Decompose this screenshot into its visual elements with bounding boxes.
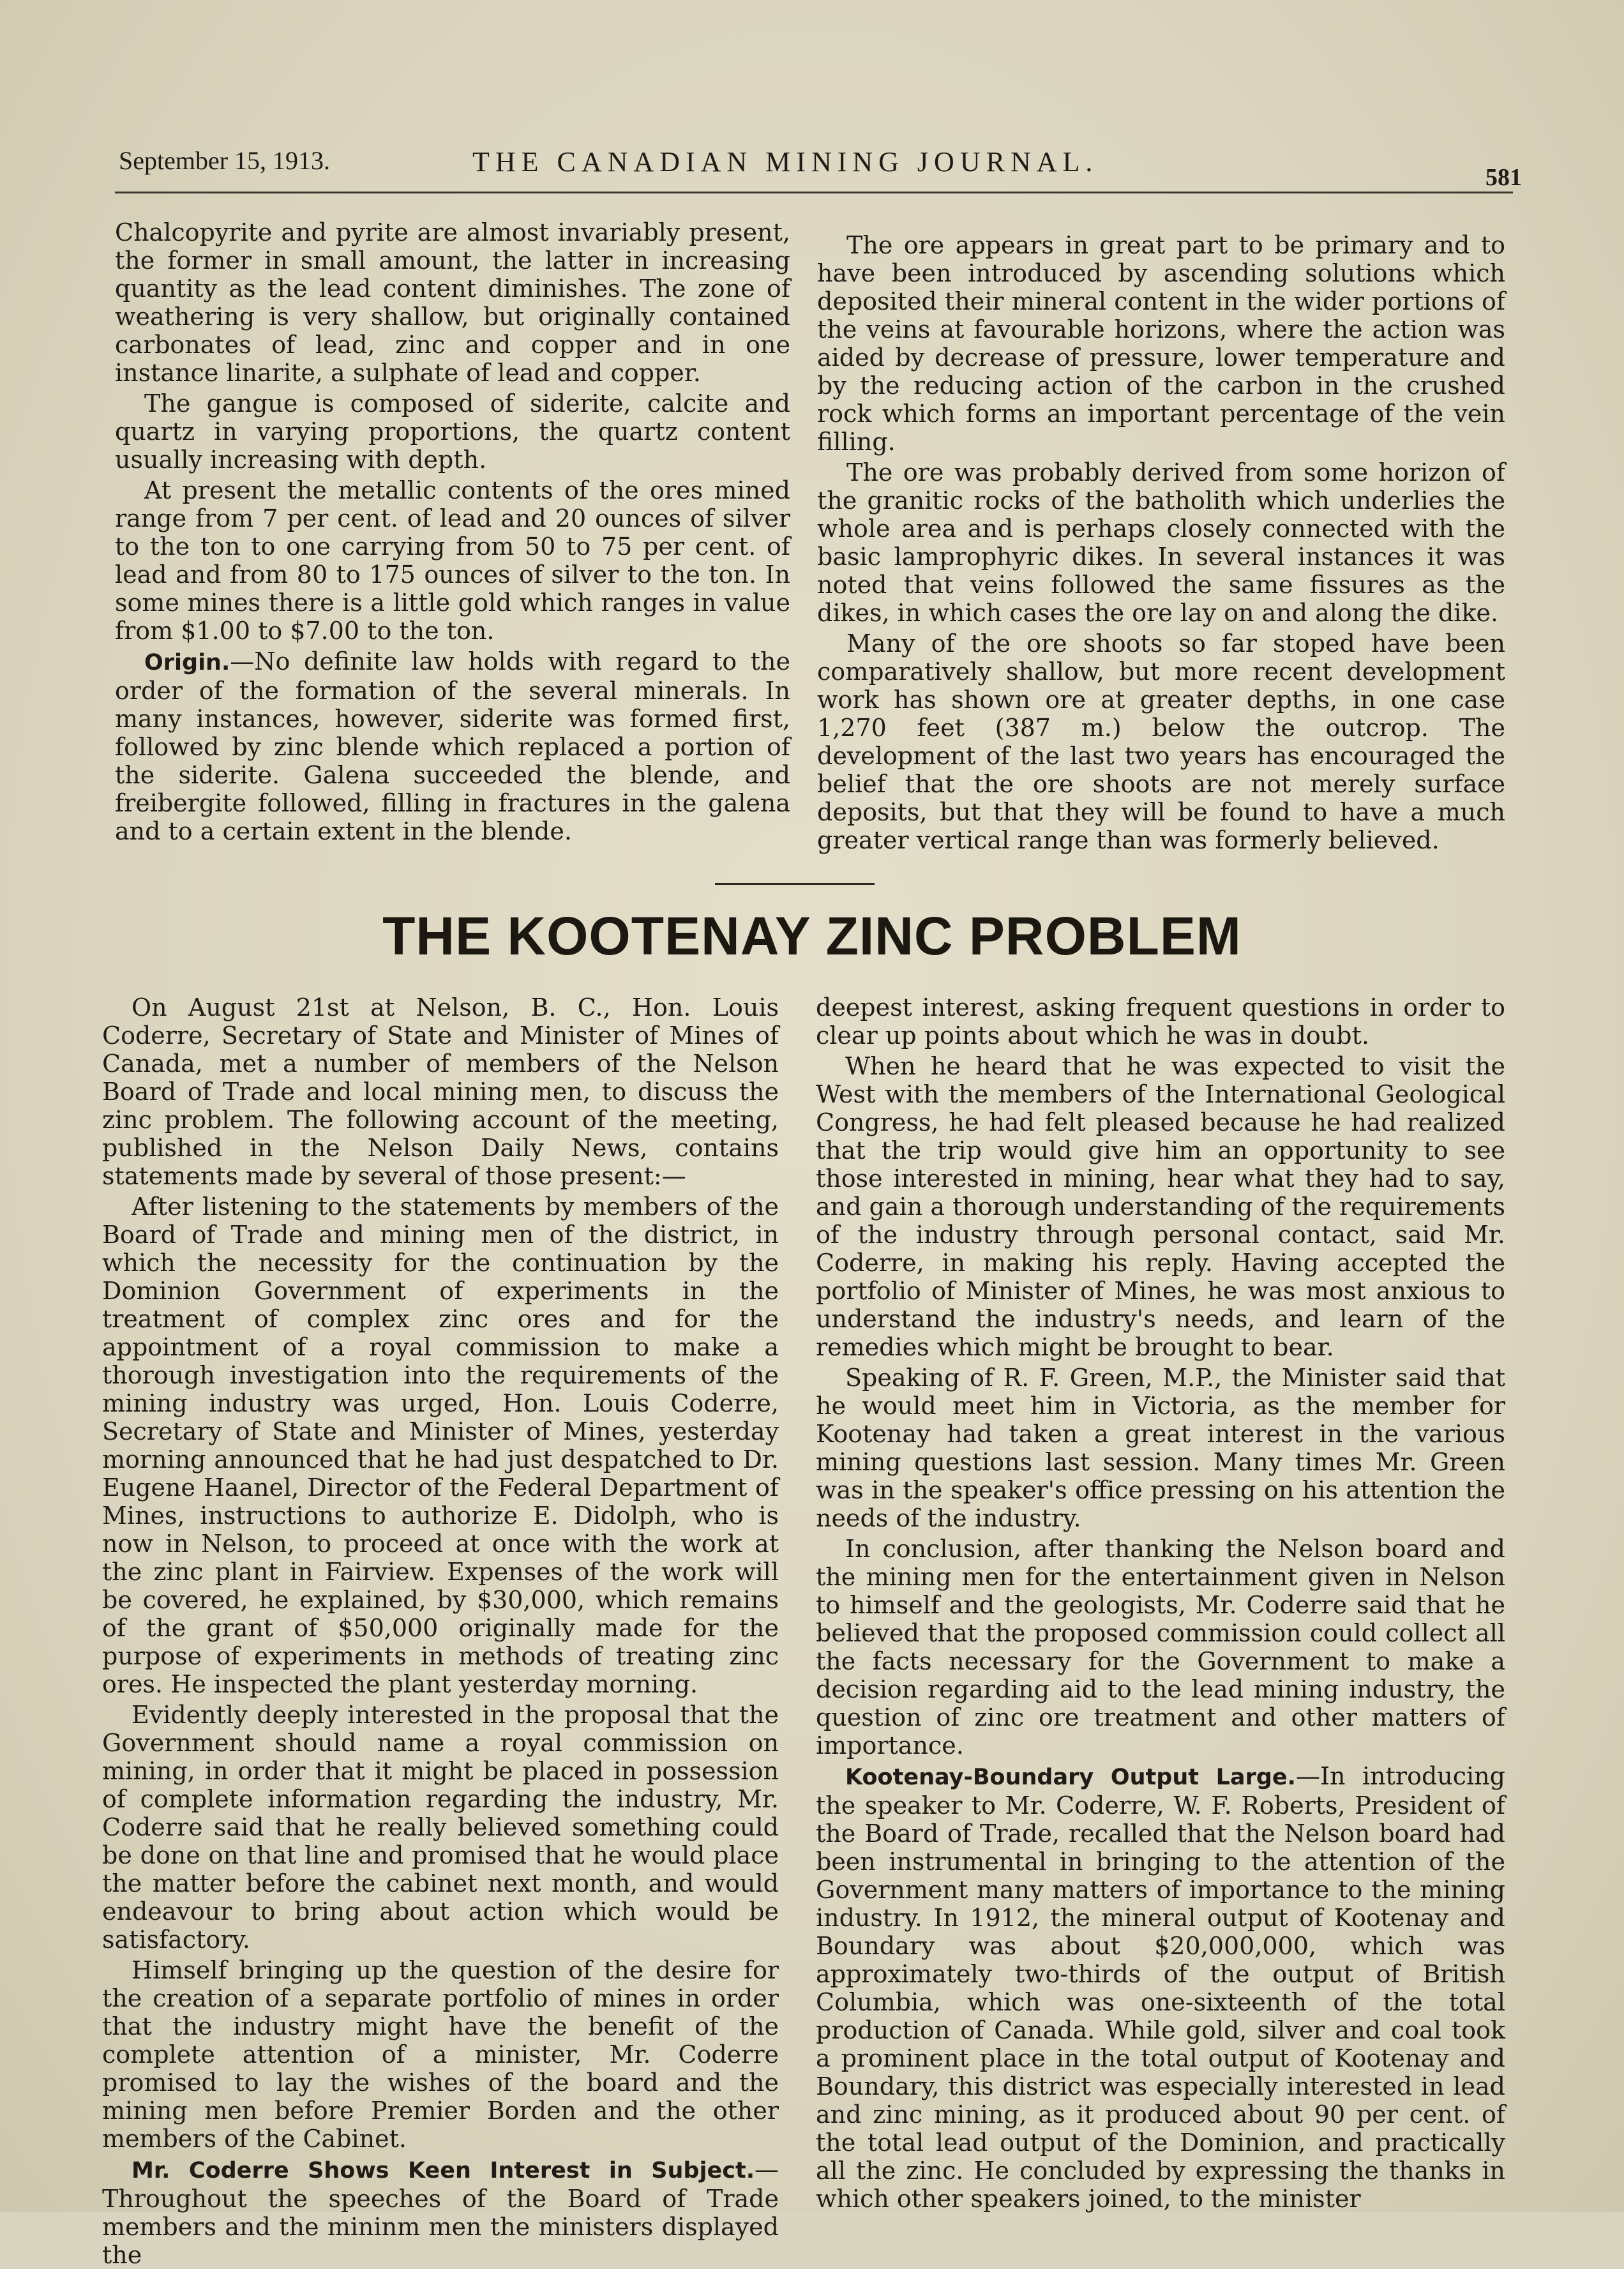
paragraph: On August 21st at Nelson, B. C., Hon. Louis Coderre, Secretary of State and Minister of Mines of Canada, met a number of members of the Nelson Board of Trade and local mining men, to discuss the zinc problem. The following account of the meeting, published in the Nelson Daily News, contains statements made by several of those present:— <box>102 993 779 1190</box>
paragraph: The ore was probably derived from some horizon of the granitic rocks of the batholith which underlies the whole area and is perhaps closely connected with the basic lamprophyric dikes. In several instances it was noted that veins followed the same fissures as the dikes, in which cases the ore lay on and along the dike. <box>817 458 1505 627</box>
paragraph: Chalcopyrite and pyrite are almost invariably present, the former in small amount, the latter in increasing quantity as the lead content diminishes. The zone of weathering is very shallow, but originally contained carbonates of lead, zinc and copper and in one instance linarite, a sulphate of lead and copper. <box>115 218 790 387</box>
paragraph: When he heard that he was expected to visit the West with the members of the International Geological Congress, he had felt pleased because he had realized that the trip would give him an opportunity to see those interested in mining, hear what they had to say, and gain a thorough understanding of the requirements of the industry through personal contact, said Mr. Coderre, in making his reply. Having accepted the portfolio of Minister of Mines, he was most anxious to understand the industry's needs, and learn of the remedies which might be brought to bear. <box>816 1052 1505 1361</box>
paragraph <box>816 1762 1505 2213</box>
subheading-keen-interest: Mr. Coderre Shows Keen Interest in Subject. <box>132 2158 755 2183</box>
paragraph: The gangue is composed of siderite, calcite and quartz in varying proportions, the quartz content usually increasing with depth. <box>115 389 790 474</box>
paragraph: In conclusion, after thanking the Nelson board and the mining men for the entertainment given in Nelson to himself and the geologists, Mr. Coderre said that he believed that the proposed commission could collect all the facts necessary for the Government to make a decision regarding aid to the lead mining industry, the question of zinc ore treatment and other matters of importance. <box>816 1535 1505 1760</box>
paragraph: Many of the ore shoots so far stoped have been comparatively shallow, but more recent development work has shown ore at greater depths, in one case 1,270 feet (387 m.) below the outcrop. The development of the last two years has encouraged the belief that the ore shoots are not merely surface deposits, but that they will be found to have a much greater vertical range than was formerly believed. <box>817 629 1505 854</box>
paragraph: Himself bringing up the question of the desire for the creation of a separate portfolio of mines in order that the industry might have the benefit of the complete attention of a minister, Mr. Coderre promised to lay the wishes of the board and the mining men before Premier Borden and the other members of the Cabinet. <box>102 1956 779 2153</box>
journal-title: THE CANADIAN MINING JOURNAL. <box>472 146 1099 177</box>
paragraph-text: —Throughout the speeches of the Board of Trade members and the mininm men the ministers displayed the <box>102 2155 779 2269</box>
paragraph: deepest interest, asking frequent questions in order to clear up points about which he was in doubt. <box>816 993 1505 1050</box>
previous-article-left-column <box>115 218 790 845</box>
previous-article-right-column <box>817 231 1505 854</box>
article-right-column <box>816 993 1505 2213</box>
paragraph: Evidently deeply interested in the proposal that the Government should name a royal commission on mining, in order that it might be placed in possession of complete information regarding the industry, Mr. Coderre said that he really believed something could be done on that line and promised that he would place the matter before the cabinet next month, and would endeavour to bring about action which would be satisfactory. <box>102 1701 779 1954</box>
issue-date: September 15, 1913. <box>119 146 331 175</box>
subheading-output-large: Kootenay-Boundary Output Large. <box>845 1765 1296 1790</box>
paragraph: At present the metallic contents of the ores mined range from 7 per cent. of lead and 20 ounces of silver to the ton to one carrying from 50 to 75 per cent. of lead and from 80 to 175 ounces of silver to the ton. In some mines there is a little gold which ranges in value from $1.00 to $7.00 to the ton. <box>115 476 790 645</box>
page-number: 581 <box>1485 164 1522 191</box>
article-title: THE KOOTENAY ZINC PROBLEM <box>382 906 1242 966</box>
paragraph: Speaking of R. F. Green, M.P., the Minister said that he would meet him in Victoria, as the member for Kootenay had taken a great interest in the various mining questions last session. Many times Mr. Green was in the speaker's office pressing on his attention the needs of the industry. <box>816 1364 1505 1532</box>
origin-heading: Origin. <box>144 650 230 675</box>
paragraph-text: —No definite law holds with regard to the order of the formation of the several minerals. In many instances, however, siderite was formed first, followed by zinc blende which replaced a portion of the siderite. Galena succeeded the blende, and freibergite followed, filling in fractures in the galena and to a certain extent in the blende. <box>115 647 790 845</box>
paragraph <box>102 2155 779 2269</box>
paragraph <box>115 647 790 845</box>
article-left-column <box>102 993 779 2269</box>
paragraph: The ore appears in great part to be primary and to have been introduced by ascending solutions which deposited their mineral content in the wider portions of the veins at favourable horizons, where the action was aided by decrease of pressure, lower temperature and by the reducing action of the carbon in the crushed rock which forms an important percentage of the vein filling. <box>817 231 1505 456</box>
paragraph-text: —In introducing the speaker to Mr. Coderre, W. F. Roberts, President of the Board of Trade, recalled that the Nelson board had been instrumental in bringing to the attention of the Government many matters of importance to the mining industry. In 1912, the mineral output of Kootenay and Boundary was about $20,000,000, which was approximately two-thirds of the output of British Columbia, which was one-sixteenth of the total production of Canada. While gold, silver and coal took a prominent place in the total output of Kootenay and Boundary, this district was especially interested in lead and zinc mining, as it produced about 90 per cent. of the total lead output of the Dominion, and practically all the zinc. He concluded by expressing the thanks in which other speakers joined, to the minister <box>816 1762 1505 2213</box>
section-divider <box>715 883 875 885</box>
running-head <box>115 146 1522 193</box>
paragraph: After listening to the statements by members of the Board of Trade and mining men of the district, in which the necessity for the continuation by the Dominion Government of experiments in the treatment of complex zinc ores and for the appointment of a royal commission to make a thorough investigation into the requirements of the mining industry was urged, Hon. Louis Coderre, Secretary of State and Minister of Mines, yesterday morning announced that he had just despatched to Dr. Eugene Haanel, Director of the Federal Department of Mines, instructions to authorize E. Didolph, who is now in Nelson, to proceed at once with the work at the zinc plant in Fairview. Expenses of the work will be covered, he explained, by $30,000, which remains of the grant of $50,000 originally made for the purpose of experiments in methods of treating zinc ores. He inspected the plant yesterday morning. <box>102 1193 779 1698</box>
